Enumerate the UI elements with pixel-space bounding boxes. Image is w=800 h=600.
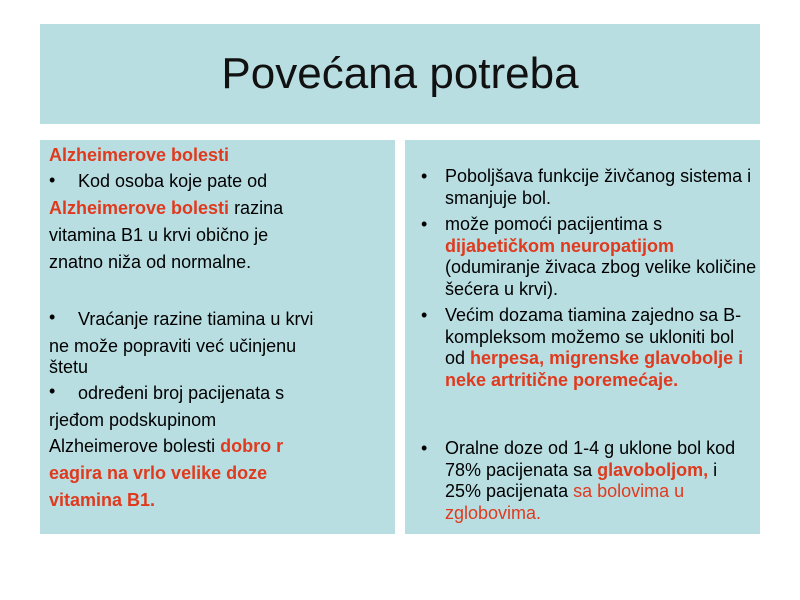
- highlight-text: dijabetičkom neuropatijom: [445, 235, 675, 256]
- text: i 25% pacijenata: [445, 459, 718, 501]
- left-line: Kod osoba koje pate od: [78, 171, 268, 191]
- bullet-icon: •: [421, 305, 428, 325]
- left-line: vitamina B1.: [49, 490, 156, 510]
- highlight-text: sa bolovima u zglobovima.: [445, 481, 685, 523]
- bullet-icon: •: [421, 214, 428, 234]
- slide-title: Povećana potreba: [221, 49, 579, 98]
- left-panel: [40, 140, 395, 534]
- left-line: određeni broj pacijenata s: [78, 383, 285, 403]
- left-heading: Alzheimerove bolesti: [49, 145, 230, 165]
- text: može pomoći pacijentima s: [445, 214, 663, 234]
- left-line: [49, 198, 283, 219]
- highlight-text: Alzheimerove bolesti: [49, 198, 230, 218]
- bullet-icon: •: [421, 166, 428, 186]
- left-line: [49, 436, 283, 457]
- right-paragraph: [445, 214, 757, 300]
- left-line: vitamina B1 u krvi obično je: [49, 225, 269, 245]
- right-paragraph: [445, 305, 757, 391]
- right-panel: [405, 140, 760, 534]
- left-line: ne može popraviti već učinjenu: [49, 336, 297, 356]
- right-paragraph: [445, 438, 757, 524]
- left-line: rjeđom podskupinom: [49, 410, 217, 430]
- bullet-icon: •: [49, 170, 56, 190]
- left-line: znatno niža od normalne.: [49, 252, 252, 272]
- highlight-text: glavoboljom,: [597, 459, 709, 480]
- text: Alzheimerove bolesti: [49, 436, 221, 456]
- left-line: eagira na vrlo velike doze: [49, 463, 268, 483]
- left-line: Vraćanje razine tiamina u krvi: [78, 309, 314, 329]
- text: (odumiranje živaca zbog velike količine šećera u krvi).: [445, 257, 757, 299]
- text: Oralne doze od 1-4 g uklone bol kod 78% pacijenata sa: [445, 438, 736, 480]
- left-line: štetu: [49, 357, 89, 377]
- highlight-text: herpesa, migrenske glavobolje i neke artritične poremećaje.: [445, 348, 744, 390]
- bullet-icon: •: [421, 438, 428, 458]
- bullet-icon: •: [49, 381, 56, 401]
- highlight-text: dobro r: [220, 436, 284, 456]
- bullet-icon: •: [49, 307, 56, 327]
- text: Većim dozama tiamina zajedno sa B-kompleksom možemo se ukloniti bol od: [445, 305, 742, 368]
- right-paragraph: Poboljšava funkcije živčanog sistema i smanjuje bol.: [445, 166, 752, 208]
- text: razina: [229, 198, 284, 218]
